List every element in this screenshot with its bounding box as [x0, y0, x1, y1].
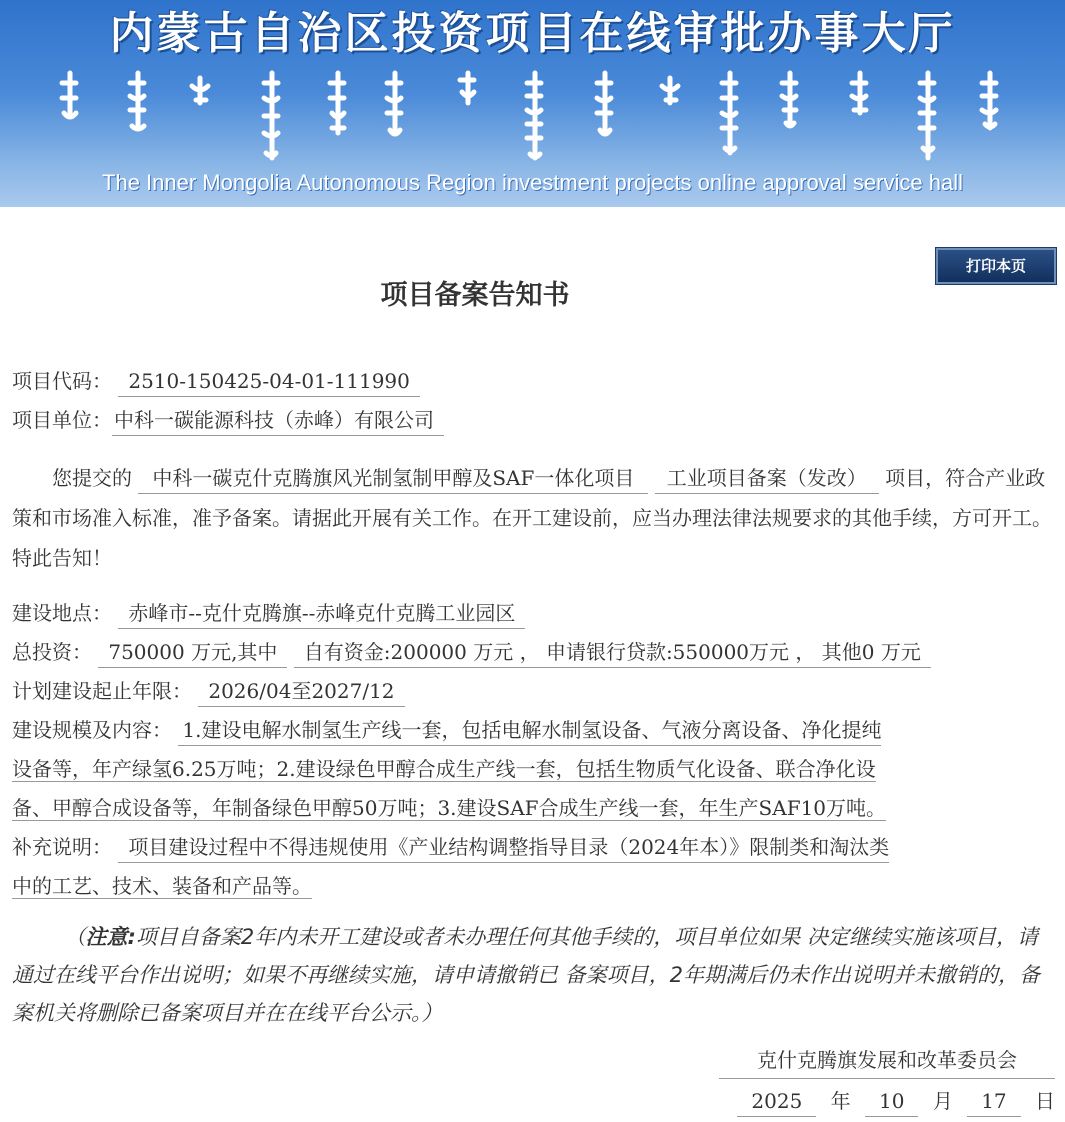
note-label: 注意:	[85, 925, 136, 949]
location-label: 建设地点：	[12, 601, 112, 625]
scale-block	[12, 711, 1057, 828]
print-page-button[interactable]: 打印本页	[936, 248, 1056, 284]
issue-date	[737, 1084, 1055, 1118]
supplement-line-2: 中的工艺、技术、装备和产品等。	[12, 874, 312, 898]
date-day-unit: 日	[1035, 1089, 1055, 1113]
project-unit-value: 中科一碳能源科技（赤峰）有限公司	[112, 405, 444, 436]
location-row	[12, 594, 1057, 633]
supplement-block	[12, 828, 1057, 906]
period-row	[12, 672, 1057, 711]
issuer-name: 克什克腾旗发展和改革委员会	[719, 1042, 1055, 1079]
investment-row	[12, 633, 1057, 672]
date-month-unit: 月	[932, 1089, 953, 1113]
note-text: 项目自备案2年内未开工建设或者未办理任何其他手续的，项目单位如果 决定继续实施该项目，请通过在线平台作出说明；如果不再继续实施，请申请撤销已 备案项目，2年期满后仍未作出说明并未撤销的，备案机关将删除已备案项目并在在线平台公示。）	[12, 925, 1041, 1025]
document-title: 项目备案告知书	[380, 280, 570, 311]
location-value: 赤峰市--克什克腾旗--赤峰克什克腾工业园区	[118, 598, 525, 629]
note-open-paren: （	[64, 925, 86, 949]
date-month: 10	[865, 1086, 918, 1117]
scale-label: 建设规模及内容：	[12, 718, 172, 742]
project-code-value: 2510-150425-04-01-111990	[118, 366, 420, 397]
period-label: 计划建设起止年限：	[12, 679, 192, 703]
investment-total-value: 750000 万元,其中	[98, 637, 287, 668]
date-year-unit: 年	[830, 1089, 851, 1113]
attention-note	[12, 918, 1057, 1032]
investment-breakdown-value: 自有资金:200000 万元 ， 申请银行贷款:550000万元 ， 其他0 万元	[294, 637, 931, 668]
date-year: 2025	[737, 1086, 816, 1117]
notice-paragraph	[12, 458, 1057, 578]
project-name-value: 中科一碳克什克腾旗风光制氢制甲醇及SAF一体化项目	[138, 463, 648, 494]
notice-body: 项目，符合产业政策和市场准入标准，准予备案。请据此开展有关工作。在开工建设前，应当办理法律法规要求的其他手续，方可开工。特此告知！	[12, 466, 1052, 570]
mongolian-script-decoration	[50, 68, 1010, 168]
scale-line-3: 备、甲醇合成设备等，年制备绿色甲醇50万吨；3.建设SAF合成生产线一套，年生产SAF10万吨。	[12, 796, 887, 820]
document-body	[12, 362, 1057, 1032]
project-unit-row	[12, 401, 1057, 440]
supplement-line-1: 项目建设过程中不得违规使用《产业结构调整指导目录（2024年本）》限制类和淘汰类	[118, 832, 889, 863]
banner-subtitle-en: The Inner Mongolia Autonomous Region investment projects online approval service hall	[102, 170, 963, 195]
supplement-label: 补充说明：	[12, 835, 112, 859]
banner-title: 内蒙古自治区投资项目在线审批办事大厅	[109, 8, 956, 59]
notice-prefix: 您提交的	[52, 466, 132, 490]
date-day: 17	[967, 1086, 1020, 1117]
project-code-label: 项目代码：	[12, 369, 112, 393]
filing-type-value: 工业项目备案（发改）	[655, 463, 879, 494]
scale-line-1: 1.建设电解水制氢生产线一套，包括电解水制氢设备、气液分离设备、净化提纯	[178, 715, 881, 746]
scale-line-2: 设备等，年产绿氢6.25万吨；2.建设绿色甲醇合成生产线一套，包括生物质气化设备、联合净化设	[12, 757, 876, 781]
project-unit-label: 项目单位：	[12, 408, 112, 432]
project-code-row	[12, 362, 1057, 401]
header-banner	[0, 0, 1065, 207]
period-value: 2026/04至2027/12	[198, 676, 404, 707]
investment-label: 总投资：	[12, 640, 92, 664]
